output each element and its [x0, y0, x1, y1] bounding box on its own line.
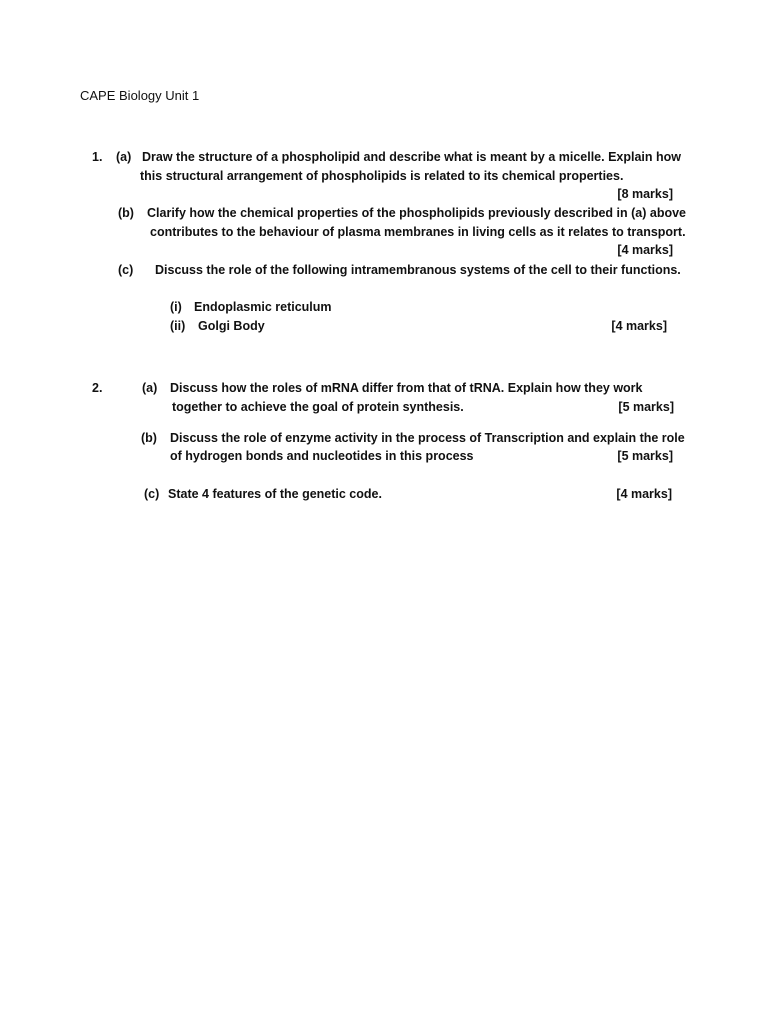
question-text-line: together to achieve the goal of protein synthesis.: [172, 400, 464, 414]
marks-label: [4 marks]: [611, 319, 667, 333]
part-label: (a): [116, 150, 132, 164]
question-text-line: State 4 features of the genetic code.: [168, 487, 382, 501]
marks-label: [5 marks]: [618, 400, 674, 414]
part-label: (b): [118, 206, 134, 220]
marks-label: [5 marks]: [617, 449, 673, 463]
part-label: (c): [118, 263, 134, 277]
part-label: (b): [141, 431, 157, 445]
subitem-label: (i): [170, 300, 182, 314]
subitem-label: (ii): [170, 319, 186, 333]
question-text-line: Clarify how the chemical properties of the phospholipids previously described in (a) above: [147, 206, 686, 220]
part-label: (c): [144, 487, 160, 501]
question-text-line: of hydrogen bonds and nucleotides in this process: [170, 449, 474, 463]
question-number: 2.: [92, 381, 103, 395]
question-text-line: this structural arrangement of phospholipids is related to its chemical properties.: [140, 169, 624, 183]
question-text-line: contributes to the behaviour of plasma membranes in living cells as it relates to transport.: [150, 225, 686, 239]
subitem-text: Endoplasmic reticulum: [194, 300, 332, 314]
marks-label: [8 marks]: [617, 187, 673, 201]
question-text-line: Discuss the role of the following intramembranous systems of the cell to their functions.: [155, 263, 681, 277]
part-label: (a): [142, 381, 158, 395]
question-text-line: Draw the structure of a phospholipid and describe what is meant by a micelle. Explain how: [142, 150, 682, 164]
marks-label: [4 marks]: [616, 487, 672, 501]
question-number: 1.: [92, 150, 103, 164]
question-text-line: Discuss how the roles of mRNA differ from that of tRNA. Explain how they work: [170, 381, 643, 395]
marks-label: [4 marks]: [617, 243, 673, 257]
page-title: CAPE Biology Unit 1: [80, 88, 200, 103]
subitem-text: Golgi Body: [198, 319, 265, 333]
question-text-line: Discuss the role of enzyme activity in the process of Transcription and explain the role: [170, 431, 685, 445]
